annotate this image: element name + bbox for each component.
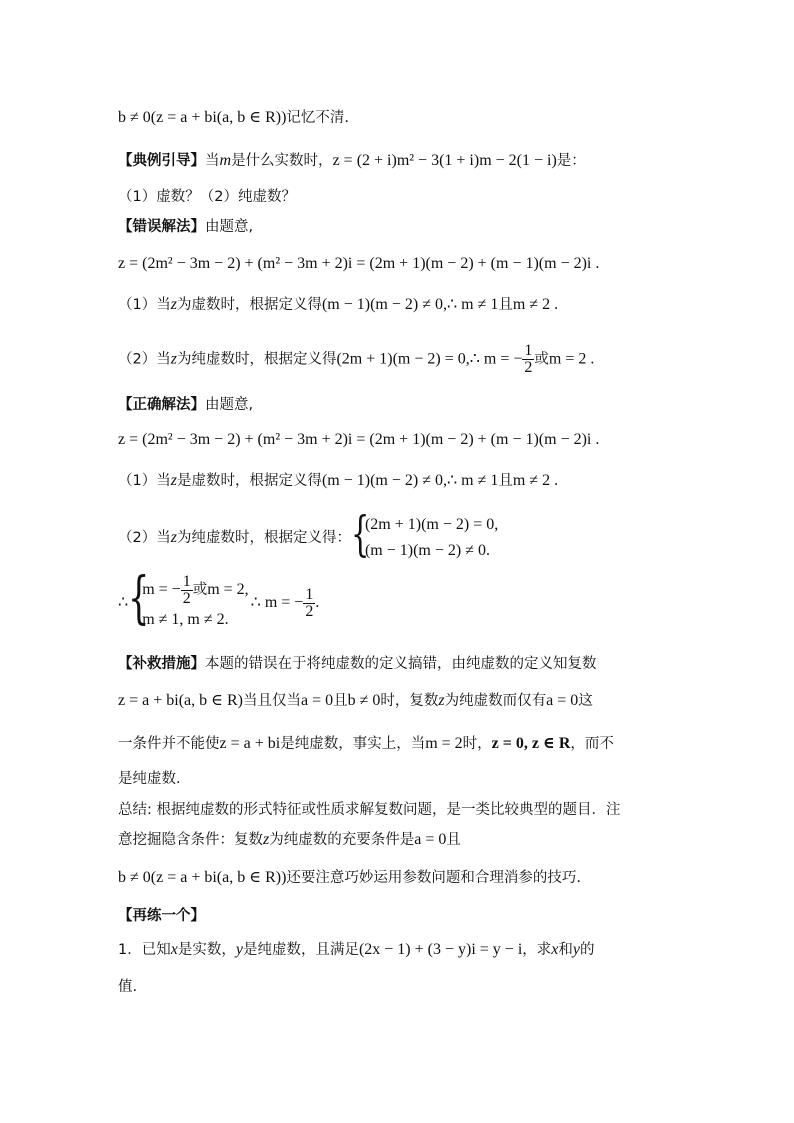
math-var: z bbox=[263, 831, 270, 848]
text: （1）当 bbox=[118, 473, 171, 489]
math-expression: m = 2, bbox=[207, 581, 249, 598]
math-expression: (m − 1)(m − 2) ≠ 0,∴ m ≠ 1 bbox=[321, 296, 499, 313]
math-expression: b ≠ 0(z = a + bi(a, b ∈ R)) bbox=[118, 109, 287, 126]
equation-system bbox=[128, 566, 249, 633]
text: 是实数， bbox=[177, 942, 236, 958]
text: （1）虚数？（2）纯虚数？ bbox=[118, 189, 296, 205]
fraction bbox=[303, 587, 315, 620]
system-row bbox=[142, 573, 248, 607]
math-var: z bbox=[170, 529, 177, 546]
math-expression: z = a + bi bbox=[219, 735, 281, 752]
section-heading: 【典例引导】 bbox=[118, 153, 205, 169]
text: 记忆不清. bbox=[286, 110, 350, 126]
text: （1）当 bbox=[118, 297, 171, 313]
text: 还要注意巧妙运用参数问题和合理消参的技巧. bbox=[286, 870, 582, 886]
text: 或 bbox=[534, 351, 549, 368]
text: 由题意, bbox=[205, 397, 254, 413]
section-heading: 【再练一个】 bbox=[118, 908, 205, 924]
therefore-symbol: ∴ bbox=[118, 594, 129, 611]
text: ，而不 bbox=[570, 736, 614, 752]
text: 当且仅当 bbox=[242, 693, 301, 709]
text: 是纯虚数，且满足 bbox=[242, 942, 359, 958]
text: 由题意, bbox=[205, 219, 254, 235]
math-expression: m = 2 . bbox=[548, 350, 595, 368]
math-var: z bbox=[170, 350, 177, 368]
text: 为纯虚数的充要条件是 bbox=[269, 832, 415, 848]
math-expression: z = (2m² − 3m − 2) + (m² − 3m + 2)i = (2m + 1)(m − 2) + (m − 1)(m − 2)i . bbox=[118, 255, 600, 272]
line-exercise-1 bbox=[118, 939, 595, 960]
math-expression: m = − bbox=[142, 581, 181, 598]
math-expression: a = 0 bbox=[546, 692, 579, 709]
math-expression: b ≠ 0 bbox=[347, 692, 381, 709]
left-brace: { bbox=[350, 506, 370, 562]
fraction-denominator: 2 bbox=[182, 589, 191, 607]
line-wrong-expansion bbox=[118, 253, 599, 274]
line-questions bbox=[118, 186, 296, 207]
math-expression: a = 0 bbox=[414, 831, 447, 848]
line-1 bbox=[118, 107, 349, 128]
text: 的 bbox=[580, 942, 595, 958]
math-expression: b ≠ 0(z = a + bi(a, b ∈ R)) bbox=[118, 869, 287, 886]
math-expression: . bbox=[315, 594, 320, 611]
math-var: y bbox=[235, 941, 243, 958]
text: 当 bbox=[205, 153, 220, 169]
text: 且 bbox=[333, 693, 348, 709]
math-expression: (2m + 1)(m − 2) = 0,∴ m = − bbox=[336, 350, 523, 368]
fraction-denominator: 2 bbox=[305, 602, 314, 620]
section-heading: 【补救措施】 bbox=[118, 656, 205, 672]
line-wrong-case-2 bbox=[118, 343, 594, 376]
line-correct-case-1 bbox=[118, 470, 558, 491]
line-remedy-3 bbox=[118, 733, 614, 754]
system-row: (2m + 1)(m − 2) = 0, bbox=[364, 516, 499, 533]
text: 且 bbox=[498, 297, 513, 313]
math-expression: ∴ m = − bbox=[250, 594, 304, 611]
text: 一条件并不能使 bbox=[118, 736, 220, 752]
text: 或 bbox=[192, 582, 208, 598]
math-var: z bbox=[170, 296, 177, 313]
math-var: y bbox=[572, 941, 580, 958]
math-expression: z = (2m² − 3m − 2) + (m² − 3m + 2)i = (2m + 1)(m − 2) + (m − 1)(m − 2)i . bbox=[118, 431, 600, 448]
fraction-numerator: 1 bbox=[305, 585, 314, 603]
section-heading: 【错误解法】 bbox=[118, 219, 205, 235]
line-summary-1 bbox=[118, 799, 621, 820]
math-expression: z = a + bi(a, b ∈ R) bbox=[118, 692, 243, 709]
text: 是什么实数时， bbox=[231, 153, 333, 169]
text: 是纯虚数，事实上，当 bbox=[280, 736, 426, 752]
system-row: (m − 1)(m − 2) ≠ 0. bbox=[364, 542, 490, 559]
line-practice-heading bbox=[118, 905, 205, 926]
text: （2）当 bbox=[118, 530, 171, 546]
text: （2）当 bbox=[118, 351, 171, 368]
text: 值. bbox=[118, 979, 138, 995]
math-var: z bbox=[170, 472, 177, 489]
text: 和 bbox=[558, 942, 573, 958]
text: 本题的错误在于将纯虚数的定义搞错，由纯虚数的定义知复数 bbox=[205, 656, 597, 672]
text: 时， bbox=[462, 736, 492, 752]
line-correct-case-2 bbox=[118, 506, 499, 564]
math-expression: m = 2 bbox=[425, 735, 463, 752]
text: 且 bbox=[498, 473, 513, 489]
line-remedy-4 bbox=[118, 768, 181, 789]
line-summary-3 bbox=[118, 867, 581, 888]
text: 意挖掘隐含条件：复数 bbox=[118, 832, 263, 848]
line-remedy-2 bbox=[118, 690, 593, 711]
math-var: x bbox=[170, 941, 178, 958]
text: 为虚数时，根据定义得 bbox=[176, 297, 322, 313]
text: 1．已知 bbox=[118, 942, 171, 958]
math-var: x bbox=[551, 941, 559, 958]
text: ，求 bbox=[522, 942, 552, 958]
math-expression: m ≠ 2 . bbox=[512, 472, 559, 489]
line-exercise-2 bbox=[118, 976, 137, 997]
text: 为纯虚数时，根据定义得 bbox=[176, 351, 337, 368]
text: 时，复数 bbox=[380, 693, 439, 709]
text: 是纯虚数. bbox=[118, 771, 181, 787]
line-summary-2 bbox=[118, 829, 461, 850]
fraction bbox=[181, 574, 193, 607]
text: 总结: 根据纯虚数的形式特征或性质求解复数问题，是一类比较典型的题目．注 bbox=[118, 802, 621, 818]
line-correct-expansion bbox=[118, 429, 599, 450]
line-wrong-case-1 bbox=[118, 294, 558, 315]
text: 为纯虚数而仅有 bbox=[444, 693, 547, 709]
text: 是： bbox=[556, 153, 586, 169]
math-expression: (m − 1)(m − 2) ≠ 0,∴ m ≠ 1 bbox=[321, 472, 499, 489]
math-var: m bbox=[219, 152, 232, 169]
system-row: m ≠ 1, m ≠ 2. bbox=[142, 611, 229, 628]
text: 为纯虚数时，根据定义得： bbox=[176, 530, 351, 546]
section-heading: 【正确解法】 bbox=[118, 397, 205, 413]
line-conclusion-system bbox=[118, 566, 320, 633]
line-example-intro bbox=[118, 150, 586, 171]
text: 且 bbox=[446, 832, 461, 848]
fraction-numerator: 1 bbox=[524, 342, 533, 359]
fraction bbox=[522, 343, 534, 376]
equation-system bbox=[350, 506, 499, 564]
left-brace: { bbox=[128, 566, 150, 631]
fraction-numerator: 1 bbox=[182, 572, 191, 590]
fraction-denominator: 2 bbox=[524, 359, 533, 376]
line-correct-heading bbox=[118, 394, 253, 415]
line-wrong-heading bbox=[118, 216, 253, 237]
text: 是虚数时，根据定义得 bbox=[176, 473, 322, 489]
math-expression: a = 0 bbox=[300, 692, 334, 709]
math-expression: (2x − 1) + (3 − y)i = y − i bbox=[358, 941, 523, 958]
line-remedy-heading bbox=[118, 653, 597, 674]
math-expression: z = 0, z ∈ R bbox=[491, 735, 571, 752]
math-expression: z = (2 + i)m² − 3(1 + i)m − 2(1 − i) bbox=[332, 152, 557, 169]
math-var: z bbox=[438, 692, 445, 709]
text: 这 bbox=[578, 693, 593, 709]
math-expression: m ≠ 2 . bbox=[512, 296, 559, 313]
